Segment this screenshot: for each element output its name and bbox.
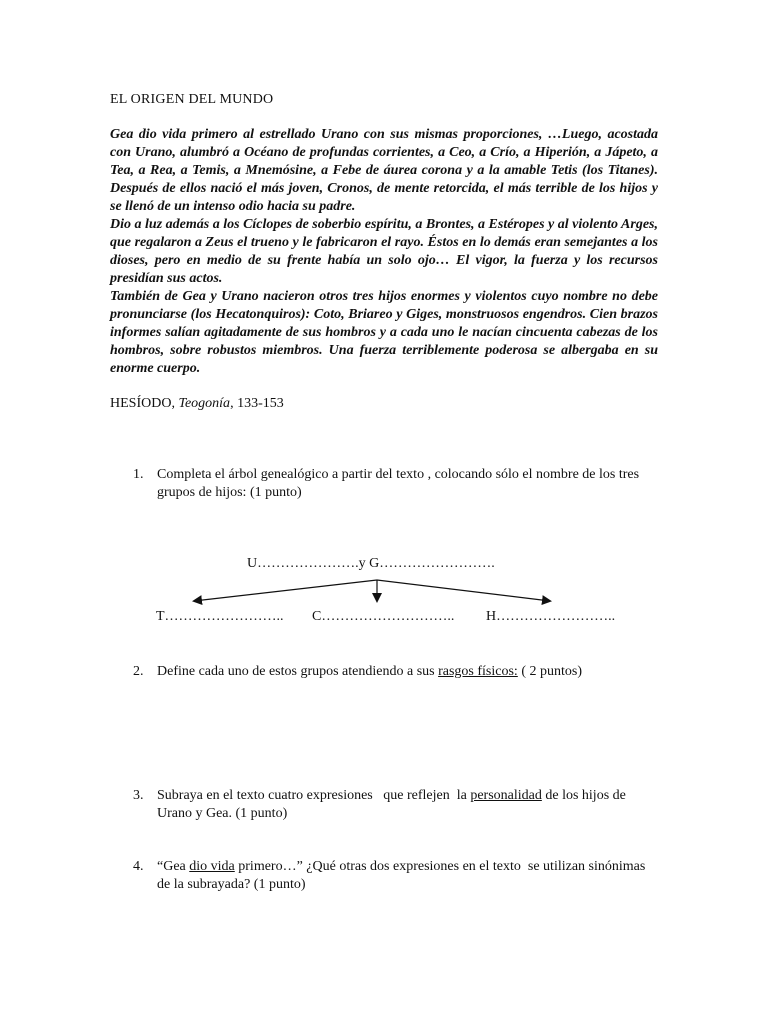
tree-child-hecatonquiros-blank: H…………………….. (486, 609, 616, 624)
question-text-part: primero…” ¿Qué otras dos expresiones en el texto se utilizan sinónimas de la subrayada? (1 punto) (157, 859, 649, 892)
tree-parents-blank: U………………….y G……………………. (247, 556, 495, 571)
tree-child-titanes-blank: T…………………….. (156, 609, 284, 624)
citation-range: , 133-153 (230, 396, 284, 411)
question-number: 4. (133, 859, 144, 874)
underlined-phrase: rasgos físicos: (438, 664, 518, 679)
arrow-left (194, 580, 377, 601)
passage-paragraph-ciclopes: Dio a luz además a los Cíclopes de soberbio espíritu, a Brontes, a Estéropes y al violento Arges, que regalaron a Zeus el trueno y le fabricaron el rayo. Éstos en lo demás eran semejantes a los dioses, pero en medio de su frente había un solo ojo… El vigor, la fuerza y los recursos presidían sus actos. (110, 217, 658, 286)
underlined-phrase: dio vida (189, 859, 235, 874)
tree-child-ciclopes-blank: C……………………….. (312, 609, 455, 624)
question-text: Completa el árbol genealógico a partir del texto , colocando sólo el nombre de los tres grupos de hijos: (1 punto) (157, 467, 640, 500)
hesiod-passage (110, 126, 658, 378)
question-number: 2. (133, 664, 144, 679)
arrow-right (377, 580, 550, 601)
citation-author: HESÍODO, (110, 396, 179, 411)
document-title: EL ORIGEN DEL MUNDO (110, 92, 274, 107)
question-number: 1. (133, 467, 144, 482)
question-text-part: Define cada uno de estos grupos atendiendo a sus (157, 664, 439, 679)
passage-paragraph-titanes: Gea dio vida primero al estrellado Urano con sus mismas proporciones, …Luego, acostada con Urano, alumbró a Océano de profundas corrientes, a Ceo, a Crío, a Hiperión, a Jápeto, a Tea, a Rea, a Temis, a Mnemósine, a Febe de áurea corona y a la amable Tetis (los Titanes). Después de ellos nació el más joven, Cronos, de mente retorcida, el más terrible de los hijos y se llenó de un intenso odio hacia su padre. (110, 127, 658, 214)
passage-paragraph-hecatonquiros: También de Gea y Urano nacieron otros tres hijos enormes y violentos cuyo nombre no debe pronunciarse (los Hecatonquiros): Coto, Briareo y Giges, monstruosos engendros. Cien brazos informes salían agitadamente de sus hombros y a cada uno le nacían cincuenta cabezas de los hombros, sobre robustos miembros. Una fuerza terriblemente poderosa se albergaba en su enorme cuerpo. (110, 289, 658, 376)
question-text-part: ( 2 puntos) (517, 664, 582, 679)
question-text-part: Subraya en el texto cuatro expresiones que reflejen la (157, 788, 471, 803)
question-text (157, 663, 657, 681)
citation (110, 396, 284, 412)
citation-work: Teogonía (178, 396, 231, 411)
question-text-part: de los hijos de Urano y Gea. (1 punto) (157, 788, 630, 821)
question-text (157, 787, 657, 823)
underlined-phrase: personalidad (470, 788, 542, 803)
question-text (157, 858, 657, 894)
question-number: 3. (133, 788, 144, 803)
question-text-part: “Gea (157, 859, 190, 874)
